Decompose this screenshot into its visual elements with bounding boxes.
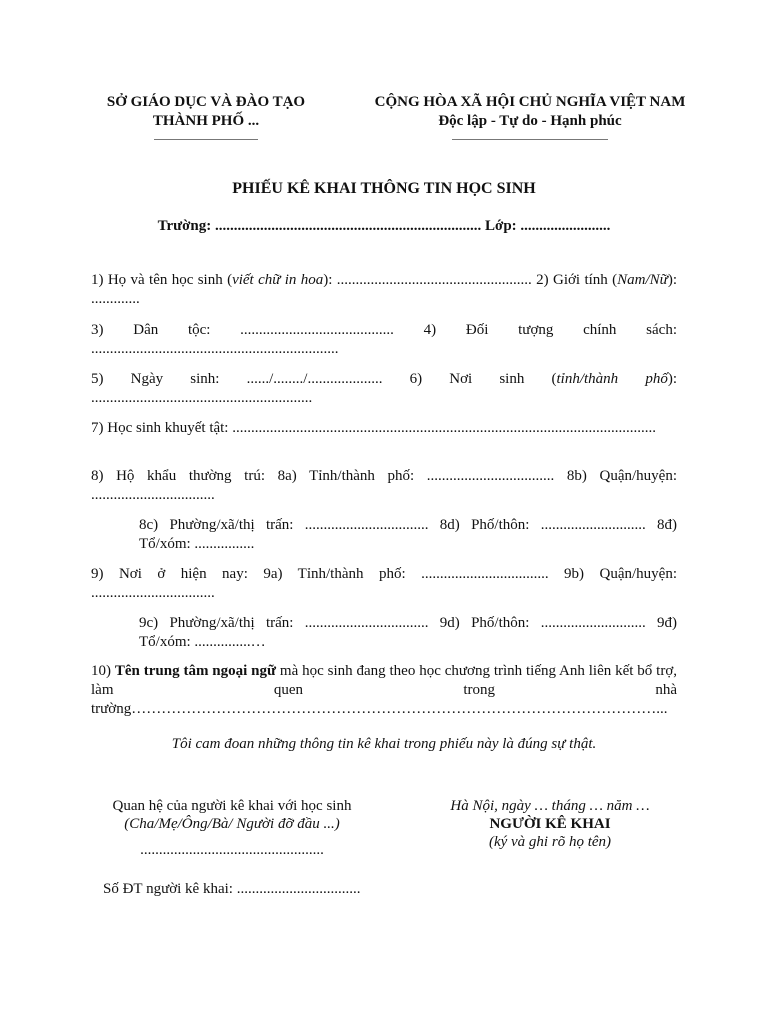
authority-line-2: THÀNH PHỐ ...	[152, 113, 260, 129]
relation-dots: .................................................	[140, 842, 324, 858]
field-permanent-address-detail: 8c) Phường/xã/thị trấn: ................................. 8d) Phố/thôn: ............................ 8đ) Tổ/xóm: ................	[139, 517, 677, 552]
motto-underline	[452, 139, 608, 140]
phone-line: Số ĐT người kê khai: .................................	[103, 881, 361, 897]
field-current-address: 9) Nơi ở hiện nay: 9a) Tỉnh/thành phố: .................................. 9b) Quận/huyện: .................................	[91, 566, 677, 601]
field-permanent-address: 8) Hộ khẩu thường trú: 8a) Tỉnh/thành phố: .................................. 8b) Quận/huyện: .................................	[91, 468, 677, 503]
place-date: Hà Nội, ngày … tháng … năm …	[450, 798, 650, 814]
motto: Độc lập - Tự do - Hạnh phúc	[438, 113, 622, 129]
field-birth: 5) Ngày sinh: ....../......../.................... 6) Nơi sinh (tỉnh/thành phố): ...........................................................	[91, 371, 677, 406]
field-language-center: 10) Tên trung tâm ngoại ngữ mà học sinh đang theo học chương trình tiếng Anh liên kết bổ trợ, làm quen trong nhà trường……………………………………………………………………………………………...	[91, 663, 678, 717]
field-ethnicity-policy: 3) Dân tộc: ......................................... 4) Đối tượng chính sách: ..................................................................	[91, 322, 677, 357]
national-motto	[362, 93, 698, 140]
field-disability: 7) Học sinh khuyết tật: .................................................................................................................	[91, 420, 656, 436]
relation-label: Quan hệ của người kê khai với học sinh	[112, 798, 352, 814]
form-title: PHIẾU KÊ KHAI THÔNG TIN HỌC SINH	[232, 180, 536, 197]
school-class-line: Trường: ....................................................................... Lớp: ........................	[157, 218, 611, 234]
relation-block	[92, 797, 372, 859]
relation-hint: (Cha/Mẹ/Ông/Bà/ Người đỡ đầu ...)	[124, 816, 340, 832]
field-current-address-detail: 9c) Phường/xã/thị trấn: ................................. 9d) Phố/thôn: ............................ 9đ) Tổ/xóm: ...............…	[139, 615, 677, 650]
issuing-authority	[90, 93, 322, 140]
pledge-statement: Tôi cam đoan những thông tin kê khai trong phiếu này là đúng sự thật.	[171, 736, 597, 752]
declarant-block	[410, 797, 690, 851]
authority-underline	[154, 139, 258, 140]
declarant-title: NGƯỜI KÊ KHAI	[489, 816, 611, 832]
nation-name: CỘNG HÒA XÃ HỘI CHỦ NGHĨA VIỆT NAM	[374, 94, 686, 110]
field-name-gender: 1) Họ và tên học sinh (viết chữ in hoa): .................................................... 2) Giới tính (Nam/Nữ): .............	[91, 272, 678, 307]
authority-line-1: SỞ GIÁO DỤC VÀ ĐÀO TẠO	[106, 94, 306, 110]
declarant-hint: (ký và ghi rõ họ tên)	[488, 834, 612, 850]
